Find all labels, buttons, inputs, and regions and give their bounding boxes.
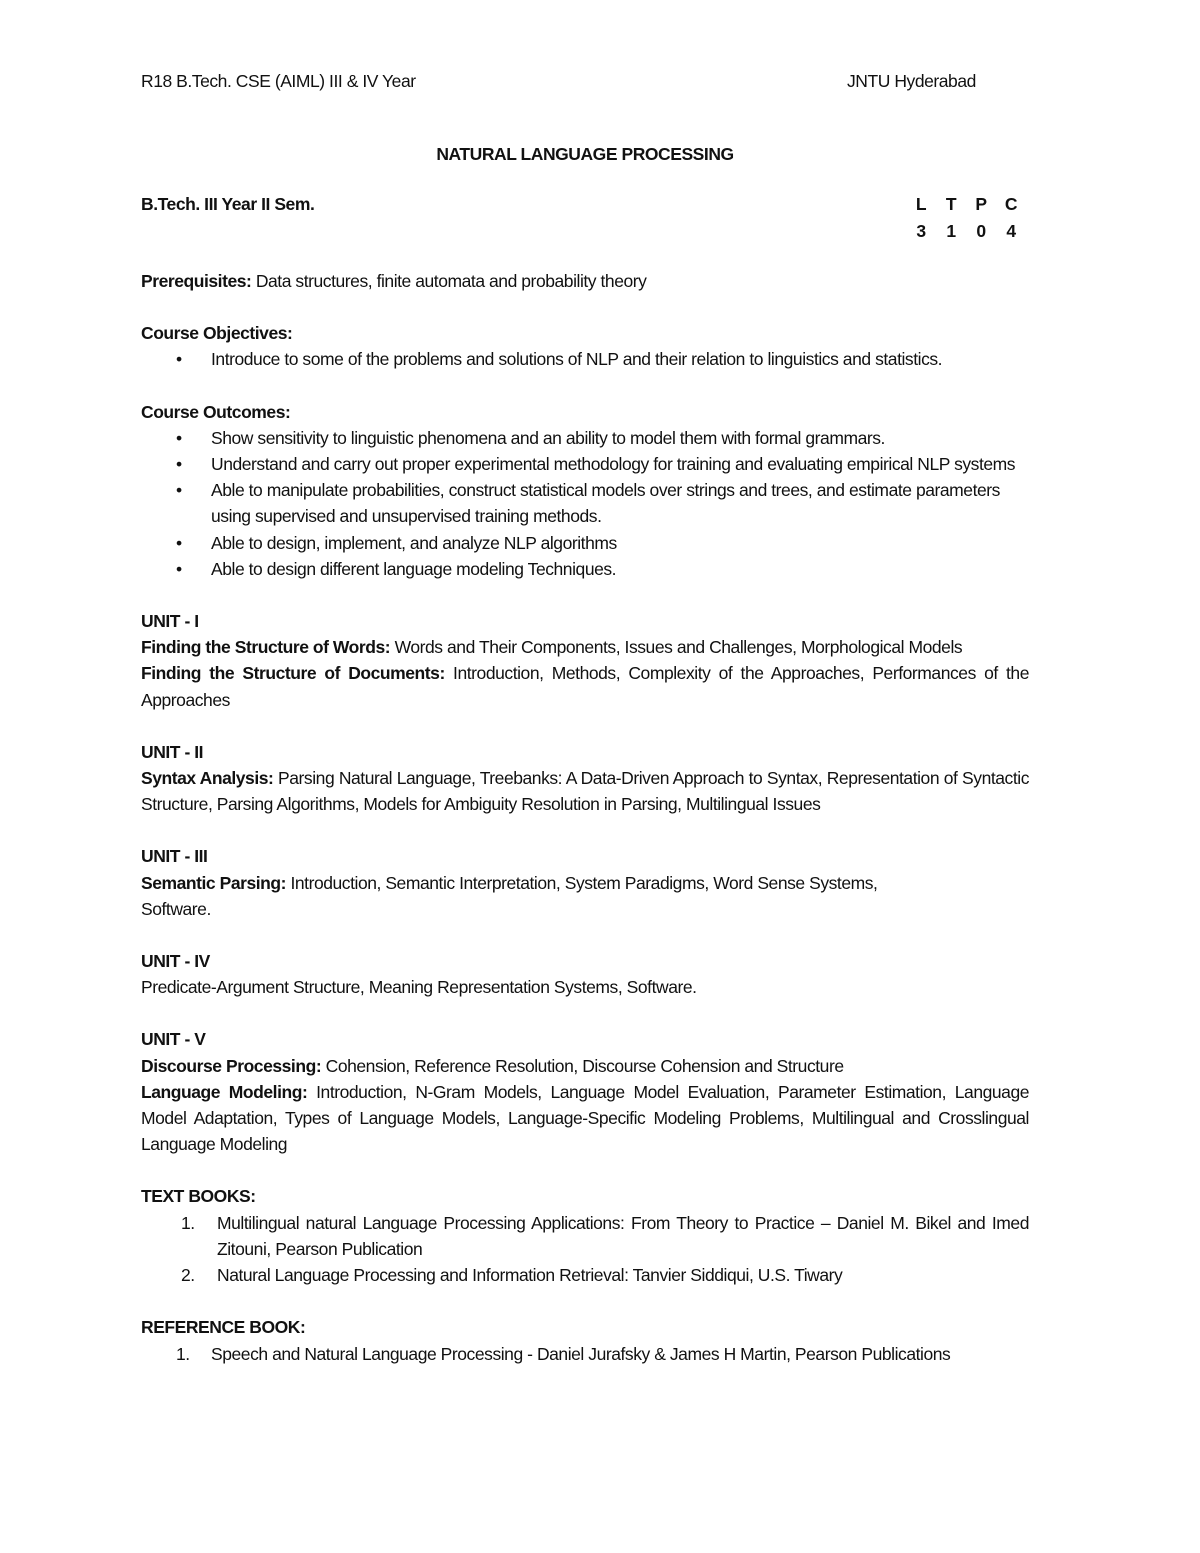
book-entry: Speech and Natural Language Processing - Daniel Jurafsky & James H Martin, Pearson Publications: [211, 1343, 951, 1364]
unit-3-paragraph: [141, 870, 941, 922]
unit-topic-label: Language Modeling:: [141, 1081, 308, 1102]
list-item: [141, 1262, 1029, 1288]
unit-topic-label: Semantic Parsing:: [141, 872, 287, 893]
credit-label-c: C: [1004, 194, 1018, 214]
credit-values: [906, 221, 1026, 242]
unit-2-title: UNIT - II: [141, 741, 204, 762]
text-books-title: TEXT BOOKS:: [141, 1186, 256, 1207]
unit-topic-text: Introduction, Methods, Complexity of the Approaches, Performances of the Approaches: [141, 663, 1029, 710]
prerequisites-text: Data structures, finite automata and probability theory: [251, 271, 647, 291]
unit-topic-text: Introduction, N-Gram Models, Language Model Evaluation, Parameter Estimation, Language Model Adaptation, Types of Language Models, Language-Specific Modeling Problems, Multilingual and Crosslingual Language Modeling: [141, 1081, 1030, 1155]
prerequisites-label: Prerequisites:: [141, 271, 252, 291]
unit-5-paragraph: [141, 1053, 1029, 1079]
unit-topic-label: Syntax Analysis:: [141, 768, 274, 789]
unit-4-title: UNIT - IV: [141, 951, 210, 972]
unit-4-paragraph: [141, 974, 1029, 1000]
unit-topic-label: Finding the Structure of Words:: [141, 637, 391, 658]
reference-book-title: REFERENCE BOOK:: [141, 1317, 306, 1338]
unit-1-paragraph: [141, 660, 1029, 712]
credit-label-p: P: [975, 194, 987, 214]
unit-1-paragraph: [141, 634, 1029, 660]
unit-topic-text: Words and Their Components, Issues and Challenges, Morphological Models: [390, 637, 963, 658]
list-number: 1.: [176, 1343, 190, 1364]
credit-value-t: 1: [946, 221, 956, 241]
unit-topic-text: Cohension, Reference Resolution, Discourse Cohension and Structure: [321, 1055, 844, 1076]
list-item: • Able to manipulate probabilities, construct statistical models over strings and trees, and estimate parameters using supervised and unsupervised training methods.: [141, 477, 1029, 529]
page-header: [141, 66, 1029, 96]
text-books-list: [141, 1210, 1029, 1289]
list-number: 2.: [181, 1265, 195, 1286]
objectives-title: Course Objectives:: [141, 323, 293, 344]
book-entry: Multilingual natural Language Processing Applications: From Theory to Practice – Daniel M. Bikel and Imed Zitouni, Pearson Publication: [217, 1212, 1029, 1259]
list-item: • Understand and carry out proper experimental methodology for training and evaluating empirical NLP systems: [141, 451, 1029, 477]
list-item: • Introduce to some of the problems and solutions of NLP and their relation to linguistics and statistics.: [141, 346, 1029, 372]
semester-label: B.Tech. III Year II Sem.: [141, 194, 315, 214]
book-entry: Natural Language Processing and Information Retrieval: Tanvier Siddiqui, U.S. Tiwary: [217, 1265, 843, 1286]
credit-label-l: L: [915, 194, 927, 214]
unit-5-paragraph: [141, 1079, 1029, 1158]
unit-5-title: UNIT - V: [141, 1029, 206, 1050]
outcomes-title: Course Outcomes:: [141, 401, 291, 422]
list-item: • Show sensitivity to linguistic phenomena and an ability to model them with formal grammars.: [141, 425, 1029, 451]
list-number: 1.: [181, 1212, 195, 1233]
objectives-list: [141, 346, 1029, 372]
syllabus-page: [141, 66, 1030, 1364]
credit-table: [906, 194, 1026, 242]
unit-topic-text: Introduction, Semantic Interpretation, System Paradigms, Word Sense Systems, Software.: [141, 872, 878, 919]
unit-topic-text: Parsing Natural Language, Treebanks: A Data-Driven Approach to Syntax, Representation of Syntactic Structure, Parsing Algorithms, Models for Ambiguity Resolution in Parsing, Multilingual Issues: [141, 768, 1029, 815]
header-university: JNTU Hyderabad: [847, 71, 976, 91]
unit-topic-label: Finding the Structure of Documents:: [141, 663, 445, 684]
list-item: • Able to design, implement, and analyze NLP algorithms: [141, 530, 1029, 556]
credit-value-l: 3: [916, 221, 926, 241]
prerequisites: [141, 268, 1029, 294]
credit-labels: [906, 194, 1026, 215]
reference-book-list: [141, 1341, 1029, 1367]
header-program: R18 B.Tech. CSE (AIML) III & IV Year: [141, 71, 416, 91]
credit-label-t: T: [945, 194, 957, 214]
unit-1-title: UNIT - I: [141, 611, 199, 632]
unit-topic-text: Predicate-Argument Structure, Meaning Representation Systems, Software.: [141, 977, 697, 998]
list-item: • Able to design different language modeling Techniques.: [141, 556, 1029, 582]
unit-topic-label: Discourse Processing:: [141, 1055, 322, 1076]
list-item: [141, 1210, 1029, 1262]
list-item: [141, 1341, 1029, 1367]
unit-3-title: UNIT - III: [141, 846, 208, 867]
outcomes-list: [141, 425, 1029, 582]
syllabus-body: [141, 268, 1029, 1367]
credit-value-p: 0: [976, 221, 986, 241]
credit-value-c: 4: [1006, 221, 1016, 241]
unit-2-paragraph: [141, 765, 1029, 817]
course-title: NATURAL LANGUAGE PROCESSING: [436, 144, 734, 164]
